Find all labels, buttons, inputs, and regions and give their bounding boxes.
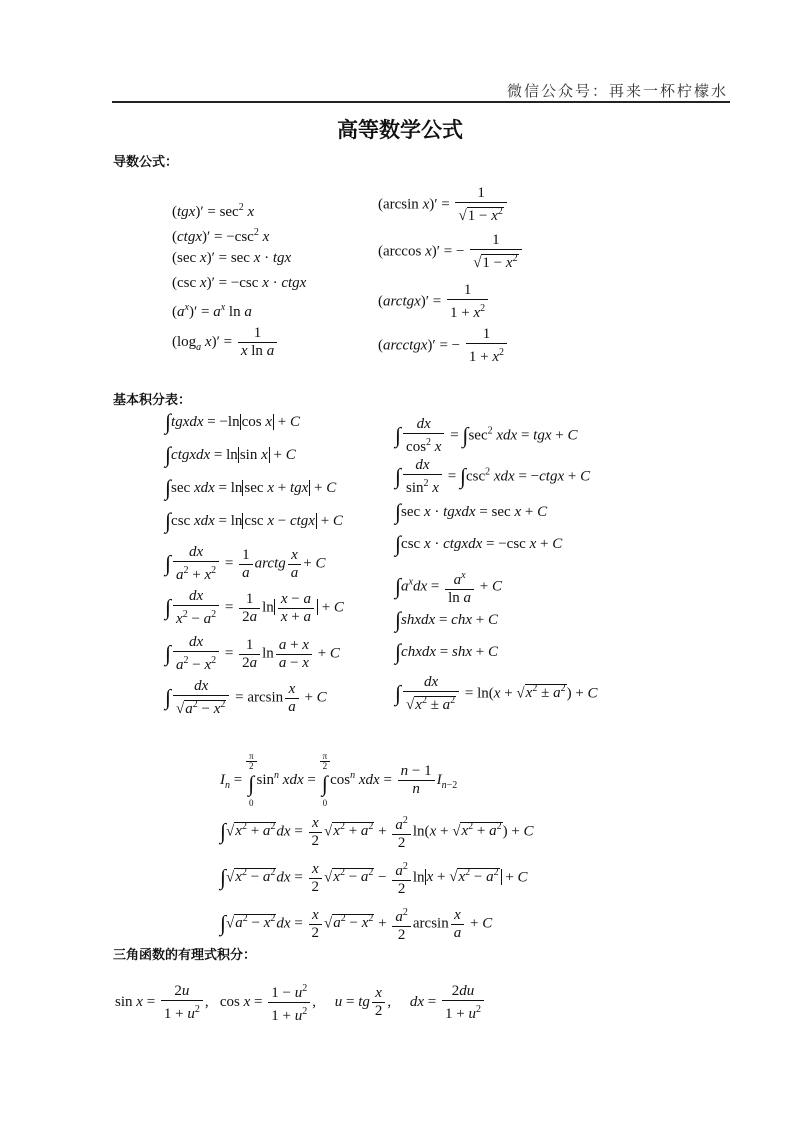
formula-d-arcctg: (arcctgx)′ = − $\frac{1}{1 + x^2}$ (378, 326, 509, 366)
formula-d-arctg: (arctgx)′ = $\frac{1}{1 + x^2}$ (378, 282, 490, 322)
formula-i-a2-plus-x2: ∫ $\frac{dx}{a^2 + x^2}$ = $\frac{1}{a}$ arctg $\frac{x}{a}$ + C (165, 544, 326, 583)
formula-i-secx-tgx: ∫sec x · tgxdx = sec x + C (395, 499, 548, 524)
formula-i-cscx-ctgx: ∫csc x · ctgxdx = −csc x + C (395, 531, 563, 556)
formula-i-ln-sqrt: ∫ $\frac{dx}{√x^2 \pm a^2}$ = $\ln(x + √x^2 \pm a^2) + C$ (395, 674, 598, 713)
formula-sqrt-x2-plus-a2: $\int√x^2 + a^2dx$ = $\frac{x}{2}$ $√x^2 + a^2$ + $\frac{a^2}{2}$ $\ln(x + √x^2 + a^2) + C$ (220, 814, 534, 851)
formula-i-ax: $\int a^xdx$ = $\frac{a^x}{\text{ln a}}$ + C (395, 570, 503, 606)
header-wechat-text: 微信公众号：再来一杯柠檬水 (506, 82, 728, 100)
formula-sqrt-a2-minus-x2: $\int√a^2 - x^2dx$ = $\frac{x}{2}$ $√a^2 - x^2$ + $\frac{a^2}{2}$ arcsin $\frac{x}{a}$ + C (220, 906, 493, 943)
formula-i-cos2: ∫ $\frac{dx}{\cos^2 x}$ = $\int\sec^2$ xdx = tgx + C (395, 416, 578, 455)
formula-d-secx: (sec x)′ = sec x · tgx (172, 250, 292, 266)
formula-i-secx: ∫sec xdx = ln sec x + tgx + C (165, 475, 337, 500)
formula-i-arcsin: ∫ $\frac{dx}{√a^2 - x^2}$ = arcsin $\frac{x}{a}$ + C (165, 678, 327, 717)
header-rule (112, 101, 730, 103)
formula-d-ctgx: (ctgx)′ = $-\csc^2$ x (172, 227, 270, 245)
section-heading-trig-rational: 三角函数的有理式积分： (113, 948, 257, 963)
formula-sqrt-x2-minus-a2: $\int√x^2 - a^2dx$ = $\frac{x}{2}$ $√x^2 - a^2$ − $\frac{a^2}{2}$ $\ln x + √x^2 - a^2 + C$ (220, 860, 528, 897)
section-heading-integral-table: 基本积分表： (113, 393, 192, 408)
formula-d-cscx: (csc x)′ = −csc x · ctgx (172, 275, 307, 291)
formula-i-tgx: ∫tgxdx = −ln cos x + C (165, 409, 301, 434)
formula-i-sin2: ∫ $\frac{dx}{\sin^2 x}$ = $\int\csc^2$ xdx = −ctgx + C (395, 457, 591, 496)
section-heading-derivatives: 导数公式： (113, 155, 179, 170)
formula-i-cscx: ∫csc xdx = ln csc x − ctgx + C (165, 508, 343, 533)
formula-d-arcsin: (arcsin x)′ = $\frac{1}{√1 - x^2}$ (378, 185, 509, 225)
formula-i-shx: ∫shxdx = chx + C (395, 607, 498, 632)
formula-d-arccos: (arccos x)′ = − $\frac{1}{√1 - x^2}$ (378, 232, 524, 272)
page-title: 高等数学公式 (337, 118, 463, 142)
formula-i-a2-minus-x2: ∫ $\frac{dx}{a^2 - x^2}$ = $\frac{1}{2a}$ ln $\frac{a + x}{a - x}$ + C (165, 634, 340, 673)
formula-d-logax: ($\log_a$ x)′ = $\frac{1}{\text{x ln a}}$ (172, 325, 279, 360)
formula-i-ctgx: ∫ctgxdx = ln sin x + C (165, 442, 296, 467)
formula-d-ax: $(a^x)' = a^x$ ln a (172, 302, 252, 320)
formula-i-x2-minus-a2: ∫ $\frac{dx}{x^2 - a^2}$ = $\frac{1}{2a}$ ln $\frac{x - a}{x + a}$ + C (165, 588, 344, 627)
formula-d-tgx: $(tgx)' = \sec^2 x$ (172, 202, 255, 220)
formula-i-chx: ∫chxdx = shx + C (395, 639, 498, 664)
formula-trig-substitution: sin x = $\frac{2u}{1 + u^2}$ , cos x = $\frac{1 - u^2}{1 + u^2}$ , u = tg $\frac{x}{2}$ , dx = $\frac{2du}{1 + u^2}$ (115, 980, 486, 1025)
formula-wallis: $I_n$ = $\frac{\pi}{2}$ ∫ 0 $\sin^n$ xdx = $\frac{\pi}{2}$ ∫ 0 $\cos^n$ xdx = $\frac{n - 1}{n}$ $I_{n-2}$ (220, 751, 458, 808)
